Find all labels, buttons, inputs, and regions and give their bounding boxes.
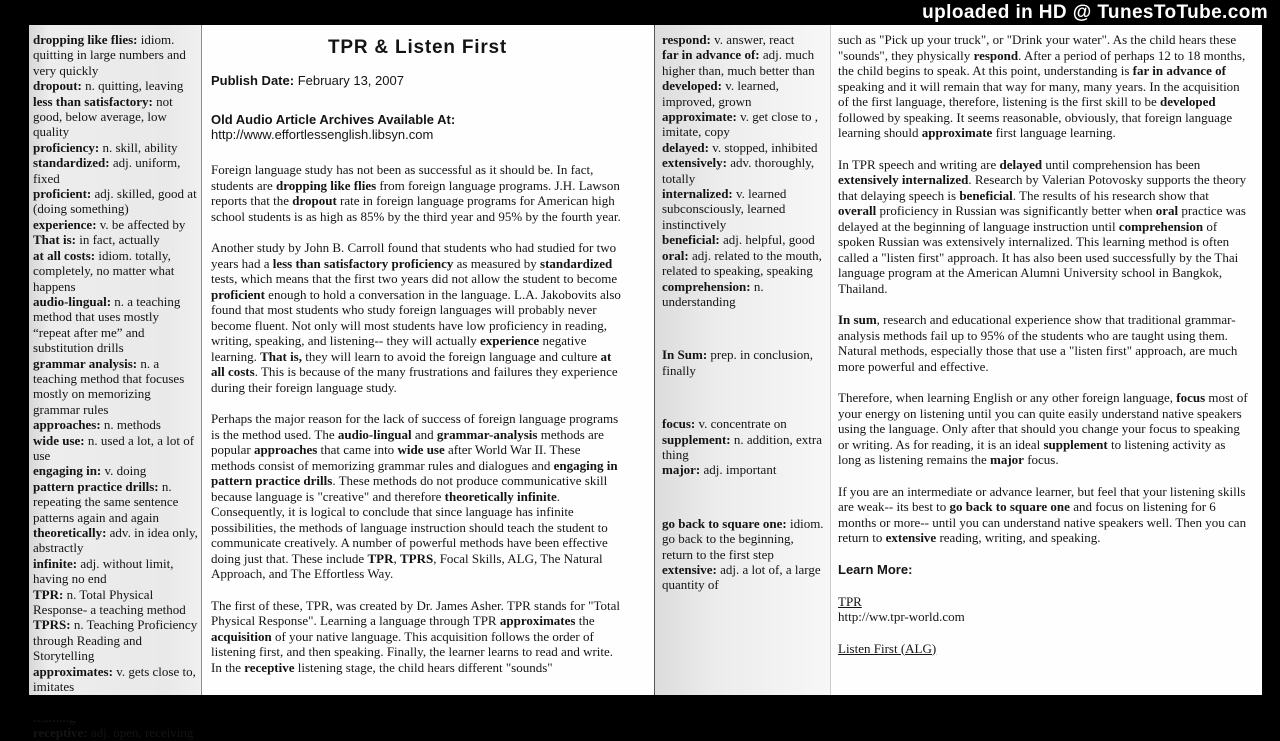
main-article-column [202, 25, 654, 695]
vocab-entry: approximates: v. gets close to, imitates [33, 663, 196, 695]
vocab-entry: TPRS: n. Teaching Proficiency through Reading and Storytelling [33, 617, 198, 664]
vocab-entry: focus: v. concentrate on [662, 416, 787, 432]
vocab-entry: receptive: adj. open, receiving [33, 725, 194, 741]
vocab-entry: dropout: n. quitting, leaving [33, 78, 184, 94]
article-paragraph: such as "Pick up your truck", or "Drink your water". As the child hears these "sounds", they physically respond. After a period of perhaps 12 to 18 months, the child begins to speak. At this point, understanding is far in advance of speaking and it will remain that way for many, many years. In the acquisition of the first language, therefore, listening is the first skill to be developed followed by speaking. It seems reasonable, obviously, that foreign language learning should approximate first language learning. [838, 32, 1246, 140]
left-black-margin [0, 25, 29, 695]
vocab-entry: wide use: n. used a lot, a lot of use [33, 432, 195, 463]
vocab-group [662, 416, 825, 478]
publish-date-label: Publish Date: [211, 73, 295, 88]
vocab-entry: supplement: n. addition, extra thing [662, 431, 822, 462]
vocab-entry: delayed: v. stopped, inhibited [662, 139, 818, 155]
article-paragraph: In sum, research and educational experience show that traditional grammar-analysis methods fail up to 95% of the students who are taught using them. Natural methods, especially those that use a "listen first" approach, are much more powerful and effective. [838, 312, 1238, 374]
vocab-entry: comprehension: n. understanding [662, 278, 764, 309]
banner-text: uploaded in HD @ TunesToTube.com [922, 2, 1268, 23]
vocab-entry: respond: v. answer, react [662, 32, 795, 47]
article-paragraph: The first of these, TPR, was created by Dr. James Asher. TPR stands for "Total Physical Response". Learning a language through TPR approximates the acquisition of your native language. This acquisition follows the order of listening first, and then speaking. Finally, the learner learns to read and write. In the receptive listening stage, the child hears different "sounds" [211, 597, 621, 675]
tpr-link[interactable]: TPR [838, 593, 862, 609]
vocab-entry: go back to square one: idiom. go back to the beginning, return to the first step [662, 515, 824, 562]
right-black-margin [1262, 25, 1280, 695]
bottom-letterbox-bar [0, 695, 1280, 720]
left-vocab-list [33, 32, 198, 741]
middle-vocab-column [654, 25, 831, 695]
vocab-entry: far in advance of: adj. much higher than, much better than [662, 47, 815, 78]
article-title: TPR & Listen First [327, 37, 508, 58]
main-paragraphs [211, 162, 624, 675]
vocab-entry: audio-lingual: n. a teaching method that uses mostly “repeat after me” and substitution drills [33, 293, 181, 356]
article-paragraph: Foreign language study has not been as successful as it should be. In fact, students are dropping like flies from foreign language programs. J.H. Lawson reports that the dropout rate in foreign language programs for American high school students is as high as 85% by the third year and 95% by the fourth year. [211, 162, 621, 224]
vocab-entry: approaches: n. methods [33, 417, 161, 433]
publish-date-value: February 13, 2007 [297, 73, 404, 88]
vocab-group [662, 516, 825, 593]
vocab-group [662, 347, 825, 378]
vocab-entry: proficiency: n. skill, ability [33, 139, 178, 155]
right-article-column [831, 25, 1262, 695]
vocab-entry: In Sum: prep. in conclusion, finally [662, 347, 813, 378]
listen-first-link[interactable]: Listen First (ALG) [838, 640, 937, 656]
vocab-entry: less than satisfactory: not good, below average, low quality [33, 93, 173, 140]
vocab-entry: theoretically: adv. in idea only, abstractly [33, 525, 198, 556]
archives-url: http://www.effortlessenglish.libsyn.com [211, 127, 434, 142]
learn-more-section [838, 562, 1248, 657]
learn-more-label: Learn More: [838, 561, 913, 577]
article-paragraph: In TPR speech and writing are delayed until comprehension has been extensively internalized. Research by Valerian Potovosky supports the theory that delaying speech is beneficial. The results of his research show that overall proficiency in Russian was significantly better when oral practice was delayed at the beginning of language instruction until comprehension of spoken Russian was extensively internalized. This learning method is often called a "listen first" approach. It has also been used successfully by the Thai language program at the American Alumni University school in Bangkok, Thailand. [838, 156, 1247, 296]
vocab-entry: pattern practice drills: n. repeating the same sentence patterns again and again [33, 478, 179, 525]
vocab-entry: internalized: v. learned subconsciously, learned instinctively [662, 186, 787, 232]
vocab-entry: grammar analysis: n. a teaching method that focuses mostly on memorizing grammar rules [33, 355, 185, 417]
vocab-entry: engaging in: v. doing [33, 463, 147, 479]
archives-label: Old Audio Article Archives Available At: [211, 112, 456, 127]
middle-vocab-list [662, 32, 825, 593]
archives-block [211, 112, 624, 142]
article-paragraph: Perhaps the major reason for the lack of success of foreign language programs is the method used. The audio-lingual and grammar-analysis methods are popular approaches that came into wide use after World War II. These methods consist of memorizing grammar rules and dialogues and engaging in pattern practice drills. These methods do not produce communicative skill because language is "creative" and therefore theoretically infinite. Consequently, it is logical to conclude that since language has infinite possibilities, the methods of language instruction should teach the student to communicate creatively. A number of powerful methods have been effective doing just that. These include TPR, TPRS, Focal Skills, ALG, The Natural Approach, and The Effortless Way. [211, 411, 619, 581]
vocab-entry: at all costs: idiom. totally, completely, no matter what happens [33, 247, 175, 294]
publish-date-line [211, 73, 624, 88]
vocab-entry: beneficial: adj. helpful, good [662, 232, 815, 248]
document-page [0, 25, 1280, 741]
vocab-entry: extensive: adj. a lot of, a large quantity of [662, 561, 821, 593]
vocab-entry: dropping like flies: idiom. quitting in large numbers and very quickly [33, 32, 186, 78]
top-letterbox-bar [0, 0, 1280, 25]
right-paragraphs [838, 32, 1248, 546]
vocab-entry: proficient: adj. skilled, good at (doing something) [33, 186, 197, 217]
vocab-entry: approximate: v. get close to , imitate, copy [662, 109, 818, 140]
tpr-link-url: http://ww.tpr-world.com [838, 609, 965, 624]
vocab-entry: major: adj. important [662, 462, 777, 478]
article-paragraph: If you are an intermediate or advance learner, but feel that your listening skills are weak-- its best to go back to square one and focus on listening for 6 months or more-- until you can understand native speakers well. Then you can return to extensive reading, writing, and speaking. [838, 483, 1247, 545]
vocab-entry: standardized: adj. uniform, fixed [33, 155, 181, 186]
left-vocab-column [29, 25, 202, 741]
vocab-entry: infinite: adj. without limit, having no end [33, 555, 174, 587]
article-paragraph: Therefore, when learning English or any other foreign language, focus most of your energy on listening until you can quite easily understand native speakers using the language. Only after that should you change your focus to speaking or writing. As for reading, it is an ideal supplement to listening activity as long as listening remains the major focus. [838, 390, 1248, 467]
vocab-entry: oral: adj. related to the mouth, related to speaking, speaking [662, 247, 822, 279]
article-paragraph: Another study by John B. Carroll found that students who had studied for two years had a less than satisfactory proficiency as measured by standardized tests, which means that the first two years did not allow the student to become proficient enough to hold a conversation in the language. L.A. Jakobovits also found that most students who study foreign languages will probably never become fluent. Not only will most students have low proficiency in reading, writing, speaking, and listening-- they will actually experience negative learning. That is, they will learn to avoid the foreign language and culture at all costs. This is because of the many frustrations and failures they experience during their foreign language study. [211, 240, 621, 395]
vocab-entry: experience: v. be affected by [33, 216, 186, 232]
vocab-group [662, 32, 825, 309]
vocab-entry: extensively: adv. thoroughly, totally [662, 155, 815, 186]
vocab-entry: That is: in fact, actually [33, 232, 160, 248]
vocab-entry: developed: v. learned, improved, grown [662, 78, 779, 109]
vocab-entry: TPR: n. Total Physical Response- a teaching method [33, 586, 186, 618]
